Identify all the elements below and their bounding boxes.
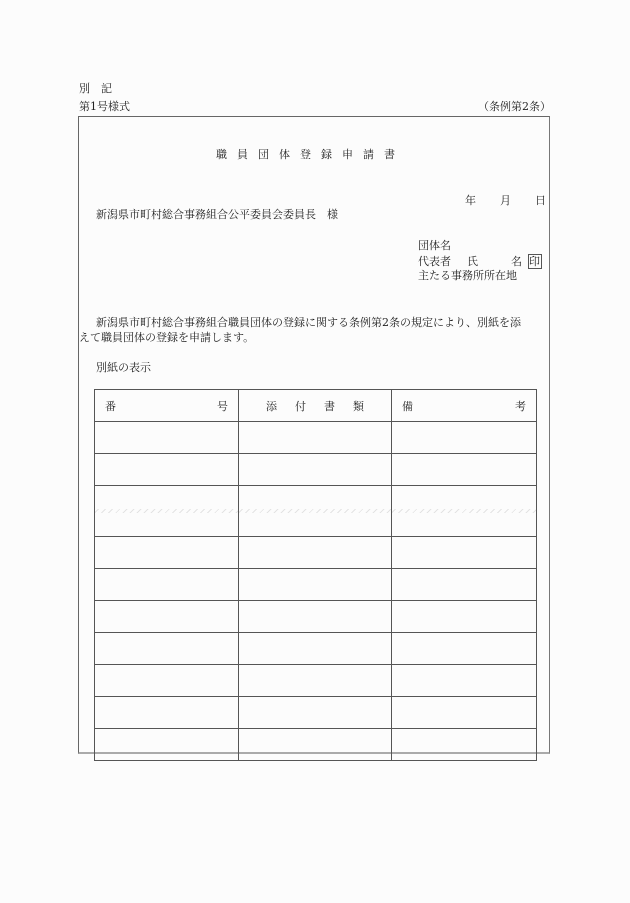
note-label: 別 記 <box>79 82 112 95</box>
cell-remarks[interactable] <box>392 537 537 569</box>
column-header-number: 番 号 <box>95 390 239 422</box>
cell-number[interactable] <box>95 569 239 601</box>
cell-number[interactable] <box>95 486 239 537</box>
date-year: 年 <box>465 194 476 207</box>
name-label-2: 名 <box>511 255 522 268</box>
office-label: 主たる事務所所在地 <box>418 269 517 282</box>
cell-remarks[interactable] <box>392 729 537 761</box>
date-month: 月 <box>500 194 511 207</box>
table-row <box>95 454 537 486</box>
table-row <box>95 729 537 761</box>
cell-remarks[interactable] <box>392 454 537 486</box>
cell-attachment[interactable] <box>239 601 392 633</box>
date-day: 日 <box>535 194 546 207</box>
cell-remarks[interactable] <box>392 569 537 601</box>
cell-attachment[interactable] <box>239 454 392 486</box>
table-row <box>95 633 537 665</box>
cell-number[interactable] <box>95 729 239 761</box>
table-row <box>95 601 537 633</box>
cell-attachment[interactable] <box>239 569 392 601</box>
cell-number[interactable] <box>95 697 239 729</box>
article-reference: （条例第2条） <box>478 100 551 113</box>
cell-attachment[interactable] <box>239 537 392 569</box>
cell-number[interactable] <box>95 454 239 486</box>
table-row <box>95 665 537 697</box>
cell-number[interactable] <box>95 422 239 454</box>
table-header-row <box>95 390 537 422</box>
page-break-wave <box>392 509 536 513</box>
cell-attachment[interactable] <box>239 665 392 697</box>
cell-attachment[interactable] <box>239 729 392 761</box>
name-label-1: 氏 <box>467 255 478 268</box>
cell-remarks[interactable] <box>392 486 537 537</box>
table-row <box>95 537 537 569</box>
cell-attachment[interactable] <box>239 633 392 665</box>
cell-remarks[interactable] <box>392 697 537 729</box>
cell-remarks[interactable] <box>392 665 537 697</box>
attachment-heading: 別紙の表示 <box>96 361 151 374</box>
cell-remarks[interactable] <box>392 422 537 454</box>
attachment-table <box>94 389 537 761</box>
cell-attachment[interactable] <box>239 422 392 454</box>
column-header-attachments: 添 付 書 類 <box>239 390 392 422</box>
cell-remarks[interactable] <box>392 633 537 665</box>
cell-number[interactable] <box>95 633 239 665</box>
table-row <box>95 697 537 729</box>
cell-attachment[interactable] <box>239 697 392 729</box>
body-line-1: 新潟県市町村総合事務組合職員団体の登録に関する条例第2条の規定により、別紙を添 <box>96 316 521 329</box>
page-break-wave <box>239 509 391 513</box>
seal-mark: 印 <box>529 255 540 268</box>
table-row <box>95 486 537 537</box>
cell-attachment[interactable] <box>239 486 392 537</box>
representative-row <box>418 254 542 269</box>
form-number: 第1号様式 <box>79 100 130 113</box>
table-row <box>95 569 537 601</box>
page-break-wave <box>95 509 238 513</box>
addressee: 新潟県市町村総合事務組合公平委員会委員長 様 <box>96 208 338 221</box>
column-header-remarks: 備 考 <box>392 390 537 422</box>
body-line-2: えて職員団体の登録を申請します。 <box>79 331 255 344</box>
cell-remarks[interactable] <box>392 601 537 633</box>
table-row <box>95 422 537 454</box>
cell-number[interactable] <box>95 601 239 633</box>
org-name-label: 団体名 <box>418 239 451 252</box>
representative-label: 代表者 <box>418 255 451 268</box>
cell-number[interactable] <box>95 665 239 697</box>
document-title: 職員団体登録申請書 <box>216 148 405 161</box>
cell-number[interactable] <box>95 537 239 569</box>
